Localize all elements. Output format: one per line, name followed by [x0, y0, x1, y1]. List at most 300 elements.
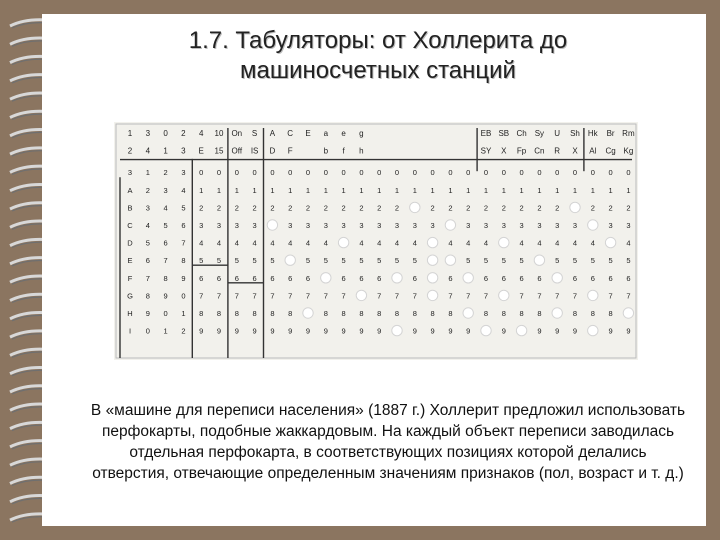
header-cell: S: [251, 129, 258, 138]
punched-hole: [463, 308, 473, 318]
punched-hole: [588, 290, 598, 300]
card-digit: 1: [448, 185, 453, 195]
card-digit: 0: [216, 168, 222, 178]
punched-hole: [356, 290, 366, 300]
card-digit: 6: [288, 273, 293, 283]
card-digit: 7: [377, 291, 382, 301]
header-cell: 10: [214, 129, 224, 138]
card-digit: 4: [519, 238, 524, 248]
card-digit: 2: [430, 203, 435, 213]
card-digit: 8: [448, 309, 453, 318]
punched-hole: [445, 220, 455, 230]
card-digit: 3: [145, 203, 150, 213]
punch-card-grid: [114, 122, 638, 360]
card-digit: 3: [163, 185, 168, 195]
header-cell: 1: [163, 146, 168, 156]
card-digit: 8: [234, 309, 239, 318]
card-digit: 0: [305, 168, 311, 178]
card-digit: H: [127, 309, 133, 318]
card-digit: 3: [519, 221, 524, 230]
punched-hole: [570, 202, 580, 212]
card-digit: 6: [359, 273, 364, 283]
card-digit: 5: [412, 256, 417, 266]
card-digit: 8: [252, 309, 257, 318]
card-digit: 6: [216, 273, 222, 283]
card-digit: 3: [377, 221, 382, 230]
card-digit: 2: [519, 203, 524, 213]
card-digit: 8: [572, 309, 578, 318]
card-digit: 4: [590, 238, 595, 248]
card-digit: 1: [145, 168, 150, 178]
header-cell: e: [341, 129, 346, 138]
card-digit: 7: [270, 291, 275, 301]
card-digit: 4: [483, 238, 489, 248]
card-digit: 6: [305, 273, 311, 283]
card-digit: 8: [377, 309, 382, 318]
card-digit: 3: [537, 221, 542, 230]
card-digit: 4: [163, 203, 168, 213]
card-digit: 5: [466, 256, 471, 266]
card-digit: 9: [448, 326, 453, 336]
card-digit: 1: [501, 185, 506, 195]
card-digit: 1: [199, 185, 204, 195]
card-digit: 6: [626, 273, 631, 283]
card-digit: 0: [252, 168, 257, 178]
card-digit: 8: [394, 309, 400, 318]
card-digit: 2: [483, 203, 489, 213]
card-digit: 0: [626, 168, 631, 178]
card-digit: 2: [501, 203, 506, 213]
card-digit: 0: [555, 168, 560, 178]
card-digit: 2: [199, 203, 204, 213]
card-digit: 4: [288, 238, 293, 248]
card-digit: 1: [537, 185, 542, 195]
card-digit: 3: [483, 221, 489, 230]
card-digit: 0: [341, 168, 346, 178]
card-digit: 4: [466, 238, 471, 248]
card-digit: 7: [412, 291, 417, 301]
card-digit: 9: [163, 291, 168, 301]
card-digit: 7: [216, 291, 222, 301]
card-digit: 9: [626, 326, 631, 336]
card-digit: 0: [323, 168, 328, 178]
card-digit: 9: [252, 326, 257, 336]
card-digit: 6: [501, 273, 506, 283]
card-digit: 3: [234, 221, 239, 230]
card-digit: 6: [483, 273, 489, 283]
card-digit: 3: [216, 221, 222, 230]
card-digit: 7: [626, 291, 631, 301]
card-digit: 3: [555, 221, 560, 230]
card-digit: 5: [572, 256, 578, 266]
card-digit: 2: [466, 203, 471, 213]
card-digit: 6: [234, 273, 239, 283]
card-digit: 7: [341, 291, 346, 301]
header-cell: E: [198, 146, 204, 156]
card-digit: 8: [501, 309, 506, 318]
card-digit: 9: [555, 326, 560, 336]
header-cell: 0: [163, 129, 168, 138]
card-digit: 2: [590, 203, 595, 213]
card-digit: 0: [519, 168, 524, 178]
card-digit: 6: [163, 238, 168, 248]
card-digit: 5: [252, 256, 257, 266]
card-digit: 5: [555, 256, 560, 266]
card-digit: 1: [519, 185, 524, 195]
header-cell: 15: [214, 146, 224, 156]
header-cell: Cg: [605, 146, 616, 156]
card-digit: 2: [145, 185, 150, 195]
card-digit: 7: [483, 291, 489, 301]
card-digit: 2: [608, 203, 613, 213]
card-digit: 4: [323, 238, 328, 248]
header-cell: U: [554, 129, 561, 138]
card-digit: 4: [572, 238, 578, 248]
header-cell: D: [269, 146, 276, 156]
punched-hole: [445, 255, 455, 265]
card-digit: 9: [199, 326, 204, 336]
header-cell: 4: [145, 146, 151, 156]
header-cell: h: [359, 146, 364, 156]
card-digit: 7: [163, 256, 168, 266]
card-digit: 4: [216, 238, 222, 248]
card-digit: 4: [145, 221, 150, 230]
card-digit: 6: [181, 221, 186, 230]
card-digit: 9: [377, 326, 382, 336]
card-digit: 2: [234, 203, 239, 213]
card-digit: 3: [572, 221, 578, 230]
punched-hole: [588, 325, 598, 335]
card-digit: 0: [466, 168, 471, 178]
card-digit: 9: [359, 326, 364, 336]
card-digit: A: [127, 185, 133, 195]
card-digit: 8: [145, 291, 150, 301]
card-digit: 3: [323, 221, 328, 230]
card-digit: 7: [394, 291, 400, 301]
card-digit: 5: [199, 256, 204, 266]
card-digit: 9: [608, 326, 613, 336]
card-digit: 8: [323, 309, 328, 318]
card-digit: 9: [288, 326, 293, 336]
card-digit: 1: [341, 185, 346, 195]
punched-hole: [392, 273, 402, 283]
card-digit: 0: [448, 168, 453, 178]
card-digit: 7: [305, 291, 311, 301]
header-cell: SY: [480, 146, 492, 156]
punched-hole: [534, 255, 544, 265]
card-digit: 9: [430, 326, 435, 336]
header-cell: a: [323, 129, 329, 138]
card-digit: 8: [341, 309, 346, 318]
slide-caption: В «машине для переписи населения» (1887 г.) Холлерит предложил использовать перфокарты, подобные жаккардовым. На каждый объект переписи заводилась отдельная перфокарта, в соответствующих позициях которой делались отверстия, отвечающие определенным значениям признаков (пол, возраст и т. д.): [90, 402, 686, 482]
card-digit: 8: [288, 309, 293, 318]
card-digit: 8: [216, 309, 222, 318]
card-digit: 1: [608, 185, 613, 195]
card-digit: 4: [377, 238, 382, 248]
slide-title: 1.7. Табуляторы: от Холлерита до машиносчетных станций: [188, 27, 568, 84]
card-digit: G: [127, 291, 133, 301]
punched-hole: [552, 273, 562, 283]
card-digit: 0: [537, 168, 542, 178]
card-digit: 5: [394, 256, 400, 266]
card-digit: 7: [181, 238, 186, 248]
card-digit: 7: [199, 291, 204, 301]
card-digit: 8: [608, 309, 613, 318]
header-cell: 4: [198, 129, 204, 138]
card-digit: 0: [412, 168, 417, 178]
card-digit: 1: [216, 185, 222, 195]
punched-hole: [392, 325, 402, 335]
card-digit: 9: [181, 273, 186, 283]
card-digit: 5: [163, 221, 168, 230]
punched-hole: [267, 220, 277, 230]
card-digit: 1: [270, 185, 275, 195]
card-digit: 3: [181, 168, 186, 178]
header-cell: C: [287, 129, 294, 138]
card-digit: 5: [145, 238, 150, 248]
punched-hole: [552, 308, 562, 318]
card-digit: 9: [341, 326, 346, 336]
card-digit: 0: [181, 291, 186, 301]
card-digit: D: [127, 238, 133, 248]
header-cell: EB: [480, 129, 492, 138]
card-digit: 3: [430, 221, 435, 230]
card-digit: 9: [145, 309, 150, 318]
card-digit: 2: [359, 203, 364, 213]
punched-hole: [499, 237, 509, 247]
card-digit: 0: [145, 326, 150, 336]
card-digit: 3: [359, 221, 364, 230]
card-digit: 8: [430, 309, 435, 318]
card-digit: I: [128, 326, 132, 336]
card-digit: 7: [466, 291, 471, 301]
card-digit: 7: [234, 291, 239, 301]
card-digit: 2: [216, 203, 222, 213]
card-digit: C: [127, 221, 133, 230]
card-digit: 1: [394, 185, 400, 195]
punched-hole: [588, 220, 598, 230]
card-digit: 4: [234, 238, 239, 248]
card-digit: 0: [377, 168, 382, 178]
card-digit: 4: [199, 238, 204, 248]
punched-hole: [427, 290, 437, 300]
card-digit: 4: [270, 238, 275, 248]
header-cell: Ch: [516, 129, 527, 138]
card-digit: 2: [305, 203, 311, 213]
punched-hole: [427, 255, 437, 265]
header-cell: Hk: [587, 129, 598, 138]
card-digit: 6: [608, 273, 613, 283]
card-digit: 5: [359, 256, 364, 266]
card-digit: 1: [555, 185, 560, 195]
card-digit: 5: [608, 256, 613, 266]
card-digit: 5: [377, 256, 382, 266]
card-digit: F: [127, 273, 133, 283]
card-digit: 7: [572, 291, 578, 301]
card-digit: 6: [448, 273, 453, 283]
card-digit: 5: [501, 256, 506, 266]
card-digit: 0: [590, 168, 595, 178]
card-digit: 0: [234, 168, 239, 178]
card-digit: 4: [626, 238, 631, 248]
card-digit: 3: [199, 221, 204, 230]
header-cell: b: [323, 146, 329, 156]
card-digit: 9: [234, 326, 239, 336]
header-cell: Al: [589, 146, 597, 156]
card-digit: 0: [359, 168, 364, 178]
punched-hole: [285, 255, 295, 265]
card-digit: 1: [430, 185, 435, 195]
card-digit: 0: [483, 168, 489, 178]
card-digit: 8: [359, 309, 364, 318]
card-digit: 9: [216, 326, 222, 336]
card-digit: 8: [590, 309, 595, 318]
card-digit: 2: [626, 203, 631, 213]
card-digit: 5: [519, 256, 524, 266]
card-digit: 0: [199, 168, 204, 178]
card-digit: 0: [608, 168, 613, 178]
punched-hole: [623, 308, 633, 318]
card-digit: 9: [323, 326, 328, 336]
card-digit: 9: [412, 326, 417, 336]
card-digit: E: [127, 256, 133, 266]
card-digit: 4: [537, 238, 542, 248]
card-digit: 6: [377, 273, 382, 283]
card-digit: 8: [483, 309, 489, 318]
card-digit: 7: [537, 291, 542, 301]
card-digit: 1: [359, 185, 364, 195]
card-digit: 1: [234, 185, 239, 195]
header-cell: Off: [231, 146, 243, 156]
card-digit: 2: [270, 203, 275, 213]
card-digit: 0: [270, 168, 275, 178]
card-digit: 4: [305, 238, 311, 248]
header-cell: Fp: [516, 146, 527, 156]
card-digit: 8: [519, 309, 524, 318]
card-digit: 6: [341, 273, 346, 283]
card-digit: 9: [537, 326, 542, 336]
card-digit: 1: [466, 185, 471, 195]
card-digit: 7: [323, 291, 328, 301]
punch-card-image: [114, 122, 638, 360]
card-digit: 7: [448, 291, 453, 301]
card-digit: 3: [127, 168, 133, 178]
card-digit: 6: [199, 273, 204, 283]
card-digit: 0: [572, 168, 578, 178]
punched-hole: [516, 325, 526, 335]
card-digit: 8: [199, 309, 204, 318]
card-digit: 7: [252, 291, 257, 301]
card-digit: 1: [483, 185, 489, 195]
header-cell: Kg: [623, 146, 634, 156]
card-digit: 6: [252, 273, 257, 283]
card-digit: 3: [288, 221, 293, 230]
card-digit: 0: [501, 168, 506, 178]
punched-hole: [481, 325, 491, 335]
card-digit: 3: [305, 221, 311, 230]
card-digit: 4: [448, 238, 453, 248]
card-digit: 5: [216, 256, 222, 266]
card-digit: 5: [270, 256, 275, 266]
card-digit: 1: [572, 185, 578, 195]
card-digit: 1: [412, 185, 417, 195]
card-digit: 0: [163, 309, 168, 318]
card-digit: 1: [181, 309, 186, 318]
punched-hole: [338, 237, 348, 247]
card-digit: 4: [181, 185, 186, 195]
card-digit: 5: [590, 256, 595, 266]
punched-hole: [499, 290, 509, 300]
header-cell: Rm: [622, 129, 635, 138]
card-digit: 8: [537, 309, 542, 318]
header-cell: IS: [250, 146, 259, 156]
card-digit: 7: [288, 291, 293, 301]
card-digit: 7: [555, 291, 560, 301]
card-digit: 1: [626, 185, 631, 195]
card-digit: 2: [163, 168, 168, 178]
punched-hole: [463, 273, 473, 283]
card-digit: 5: [341, 256, 346, 266]
card-digit: 5: [323, 256, 328, 266]
card-digit: 5: [483, 256, 489, 266]
card-digit: 6: [412, 273, 417, 283]
punched-hole: [303, 308, 313, 318]
card-digit: 2: [394, 203, 400, 213]
header-cell: X: [572, 146, 578, 156]
card-digit: 7: [519, 291, 524, 301]
card-digit: 3: [626, 221, 631, 230]
card-digit: 8: [163, 273, 168, 283]
header-cell: E: [305, 129, 311, 138]
card-digit: 6: [590, 273, 595, 283]
punched-hole: [605, 237, 615, 247]
header-cell: A: [269, 129, 276, 138]
card-digit: 0: [394, 168, 400, 178]
card-digit: 8: [270, 309, 275, 318]
card-digit: 4: [252, 238, 257, 248]
card-digit: 2: [341, 203, 346, 213]
punched-hole: [427, 237, 437, 247]
card-digit: 3: [341, 221, 346, 230]
card-digit: 6: [145, 256, 150, 266]
header-cell: f: [342, 146, 345, 156]
card-digit: 1: [305, 185, 311, 195]
card-digit: 2: [181, 326, 186, 336]
card-digit: 6: [537, 273, 542, 283]
card-digit: 1: [288, 185, 293, 195]
card-digit: B: [127, 203, 133, 213]
card-digit: 1: [377, 185, 382, 195]
card-digit: 3: [466, 221, 471, 230]
header-cell: 1: [127, 129, 133, 138]
card-digit: 6: [270, 273, 275, 283]
card-digit: 2: [323, 203, 328, 213]
header-cell: On: [231, 129, 243, 138]
card-digit: 1: [252, 185, 257, 195]
punched-hole: [427, 273, 437, 283]
card-digit: 1: [323, 185, 328, 195]
card-digit: 9: [572, 326, 578, 336]
card-digit: 6: [519, 273, 524, 283]
card-digit: 3: [608, 221, 613, 230]
card-digit: 2: [537, 203, 542, 213]
card-digit: 9: [466, 326, 471, 336]
card-digit: 5: [305, 256, 311, 266]
card-digit: 9: [270, 326, 275, 336]
card-digit: 4: [412, 238, 417, 248]
card-digit: 6: [572, 273, 578, 283]
header-cell: R: [554, 146, 561, 156]
